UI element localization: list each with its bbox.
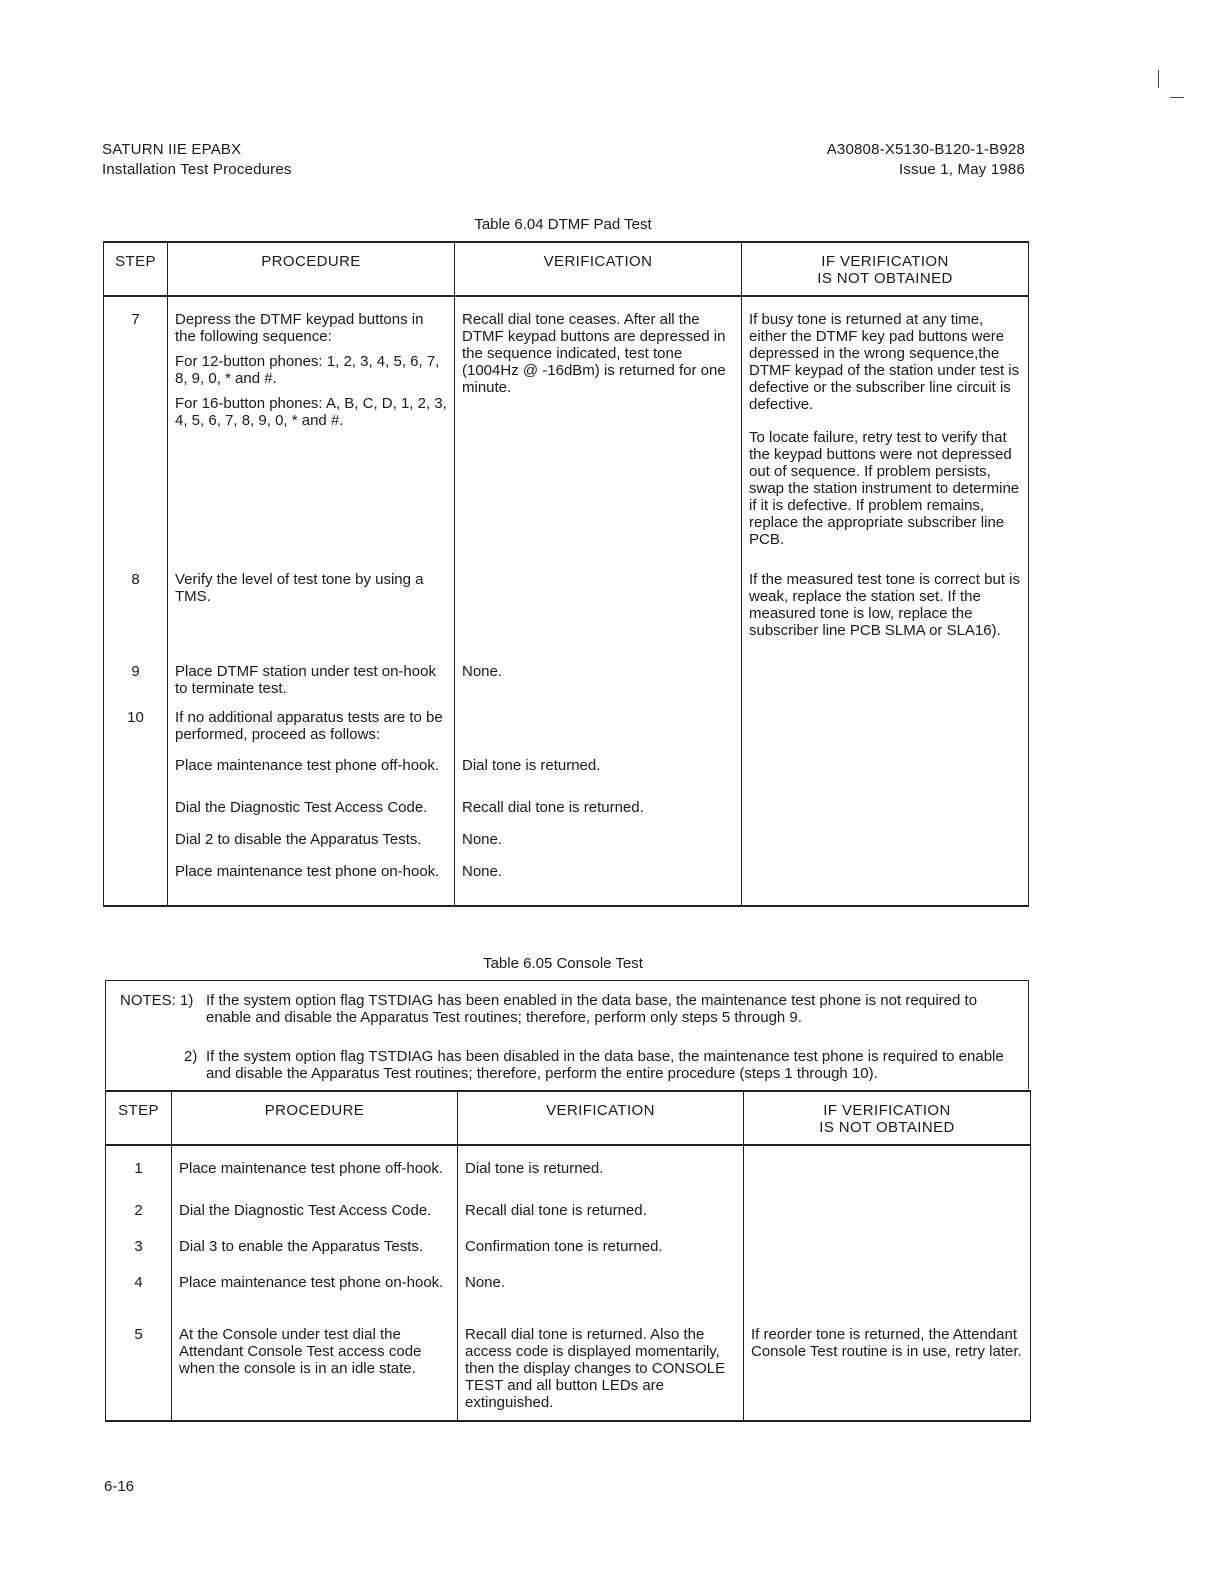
table1-caption: Table 6.04 DTMF Pad Test (474, 216, 652, 233)
document-number: A30808-X5130-B120-1-B928 (826, 141, 1025, 158)
document-subtitle: Installation Test Procedures (102, 161, 292, 178)
column-header-procedure: PROCEDURE (168, 242, 455, 296)
product-name: SATURN IIE EPABX (102, 141, 242, 158)
step-number: 5 (106, 1326, 172, 1421)
procedure-text: For 16-button phones: A, B, C, D, 1, 2, 3, 4, 5, 6, 7, 8, 9, 0, * and #. (175, 395, 447, 429)
if-not-obtained-cell (744, 1274, 1031, 1326)
verification-cell (455, 571, 742, 663)
verification-cell: Recall dial tone is returned. (458, 1202, 744, 1238)
procedure-cell: Place maintenance test phone on-hook. (172, 1274, 458, 1326)
column-header-step: STEP (106, 1091, 172, 1145)
table-row (104, 296, 1029, 571)
table-row (106, 1145, 1031, 1202)
scan-mark (1170, 97, 1184, 98)
step-number (104, 757, 168, 799)
verification-cell (455, 757, 742, 799)
column-header-verification: VERIFICATION (455, 242, 742, 296)
procedure-cell (168, 571, 455, 663)
verification-text: None. (462, 663, 503, 680)
console-test-table (105, 1090, 1031, 1422)
table-row (106, 1274, 1031, 1326)
if-not-obtained-cell (744, 1238, 1031, 1274)
if-not-obtained-cell (742, 571, 1029, 663)
column-header-if-not-obtained (742, 242, 1029, 296)
column-header-if-not-obtained (744, 1091, 1031, 1145)
procedure-text: Dial the Diagnostic Test Access Code. (175, 799, 428, 816)
step-number (104, 831, 168, 863)
note-text: If the system option flag TSTDIAG has been enabled in the data base, the maintenance test phone is not required to enable and disable the Apparatus Test routines; therefore, perform only steps 5 through 9. (206, 992, 978, 1026)
table2-caption: Table 6.05 Console Test (483, 955, 643, 972)
if-not-obtained-cell (742, 831, 1029, 863)
verification-text: Recall dial tone ceases. After all the DTMF keypad buttons are depressed in the sequence indicated, test tone (1004Hz @ -16dBm) is returned for one minute. (462, 311, 726, 396)
verification-text: Dial tone is returned. (462, 757, 601, 774)
corrective-text: If the measured test tone is correct but is weak, replace the station set. If the measured tone is low, replace the subscriber line PCB SLMA or SLA16). (749, 571, 1020, 639)
column-header-line1: IF VERIFICATION (821, 253, 949, 270)
procedure-cell (168, 757, 455, 799)
verification-text: Recall dial tone is returned. (462, 799, 644, 816)
table-row (104, 863, 1029, 906)
table-row (104, 663, 1029, 709)
step-number: 9 (104, 663, 168, 709)
notes-box (105, 980, 1029, 1089)
if-not-obtained-cell (742, 663, 1029, 709)
verification-cell (455, 863, 742, 906)
notes-label: NOTES: 1) (120, 992, 194, 1009)
note-item (120, 1048, 1016, 1082)
procedure-text: Depress the DTMF keypad buttons in the following sequence: (175, 311, 424, 345)
procedure-text: If no additional apparatus tests are to be performed, proceed as follows: (175, 709, 443, 743)
table-row (104, 799, 1029, 831)
if-not-obtained-cell: If reorder tone is returned, the Attendant Console Test routine is in use, retry later. (744, 1326, 1031, 1421)
if-not-obtained-cell (744, 1202, 1031, 1238)
table-header-row (104, 242, 1029, 296)
procedure-cell (168, 863, 455, 906)
document-header-left (102, 140, 292, 180)
table-row (104, 571, 1029, 663)
verification-cell: Recall dial tone is returned. Also the access code is displayed momentarily, then the display changes to CONSOLE TEST and all button LEDs are extinguished. (458, 1326, 744, 1421)
note-number: 1) (180, 992, 194, 1009)
verification-cell (455, 799, 742, 831)
table-row (106, 1202, 1031, 1238)
procedure-cell (168, 799, 455, 831)
procedure-cell: Dial the Diagnostic Test Access Code. (172, 1202, 458, 1238)
if-not-obtained-cell (744, 1145, 1031, 1202)
step-number: 4 (106, 1274, 172, 1326)
step-number: 2 (106, 1202, 172, 1238)
procedure-text: Verify the level of test tone by using a TMS. (175, 571, 424, 605)
column-header-procedure: PROCEDURE (172, 1091, 458, 1145)
if-not-obtained-cell (742, 799, 1029, 831)
column-header-line1: IF VERIFICATION (823, 1102, 951, 1119)
table-row (104, 831, 1029, 863)
procedure-cell (168, 831, 455, 863)
procedure-text: Place maintenance test phone off-hook. (175, 757, 440, 774)
verification-cell: None. (458, 1274, 744, 1326)
column-header-line2: IS NOT OBTAINED (817, 270, 953, 287)
page-number: 6-16 (104, 1478, 135, 1495)
procedure-cell: Dial 3 to enable the Apparatus Tests. (172, 1238, 458, 1274)
if-not-obtained-cell (742, 757, 1029, 799)
step-number: 1 (106, 1145, 172, 1202)
table-row (104, 709, 1029, 757)
note-number: 2) (184, 1048, 198, 1065)
if-not-obtained-cell (742, 709, 1029, 757)
table-row (106, 1326, 1031, 1421)
procedure-cell: At the Console under test dial the Attendant Console Test access code when the console is in an idle state. (172, 1326, 458, 1421)
verification-cell: Dial tone is returned. (458, 1145, 744, 1202)
corrective-text: If busy tone is returned at any time, either the DTMF key pad buttons were depressed in the wrong sequence,the DTMF keypad of the station under test is defective or the subscriber line circuit is defective. (749, 311, 1020, 413)
note-text: If the system option flag TSTDIAG has been disabled in the data base, the maintenance test phone is required to enable and disable the Apparatus Test routines; therefore, perform the entire procedure (steps 1 through 10). (206, 1048, 1004, 1082)
document-header-right (827, 140, 1025, 180)
procedure-cell (168, 663, 455, 709)
step-number: 8 (104, 571, 168, 663)
verification-cell: Confirmation tone is returned. (458, 1238, 744, 1274)
verification-cell (455, 296, 742, 571)
procedure-text: Place maintenance test phone on-hook. (175, 863, 440, 880)
procedure-cell (168, 709, 455, 757)
step-number: 3 (106, 1238, 172, 1274)
scan-mark (1158, 70, 1159, 88)
dtmf-pad-test-table (103, 241, 1029, 907)
column-header-step: STEP (104, 242, 168, 296)
verification-cell (455, 709, 742, 757)
if-not-obtained-cell (742, 296, 1029, 571)
procedure-cell: Place maintenance test phone off-hook. (172, 1145, 458, 1202)
procedure-text: Dial 2 to disable the Apparatus Tests. (175, 831, 422, 848)
corrective-text: To locate failure, retry test to verify that the keypad buttons were not depressed out of sequence. If problem persists, swap the station instrument to determine if it is defective. If problem remains, replace the appropriate subscriber line PCB. (749, 429, 1020, 548)
step-number: 10 (104, 709, 168, 757)
verification-text: None. (462, 831, 503, 848)
issue-date: Issue 1, May 1986 (899, 161, 1025, 178)
note-item (120, 992, 1016, 1026)
if-not-obtained-cell (742, 863, 1029, 906)
table-row (104, 757, 1029, 799)
table-header-row (106, 1091, 1031, 1145)
step-number: 7 (104, 296, 168, 571)
table-row (106, 1238, 1031, 1274)
step-number (104, 799, 168, 831)
procedure-text: For 12-button phones: 1, 2, 3, 4, 5, 6, 7, 8, 9, 0, * and #. (175, 353, 440, 387)
verification-cell (455, 831, 742, 863)
column-header-verification: VERIFICATION (458, 1091, 744, 1145)
procedure-text: Place DTMF station under test on-hook to terminate test. (175, 663, 436, 697)
procedure-cell (168, 296, 455, 571)
column-header-line2: IS NOT OBTAINED (819, 1119, 955, 1136)
step-number (104, 863, 168, 906)
verification-cell (455, 663, 742, 709)
verification-text: None. (462, 863, 503, 880)
